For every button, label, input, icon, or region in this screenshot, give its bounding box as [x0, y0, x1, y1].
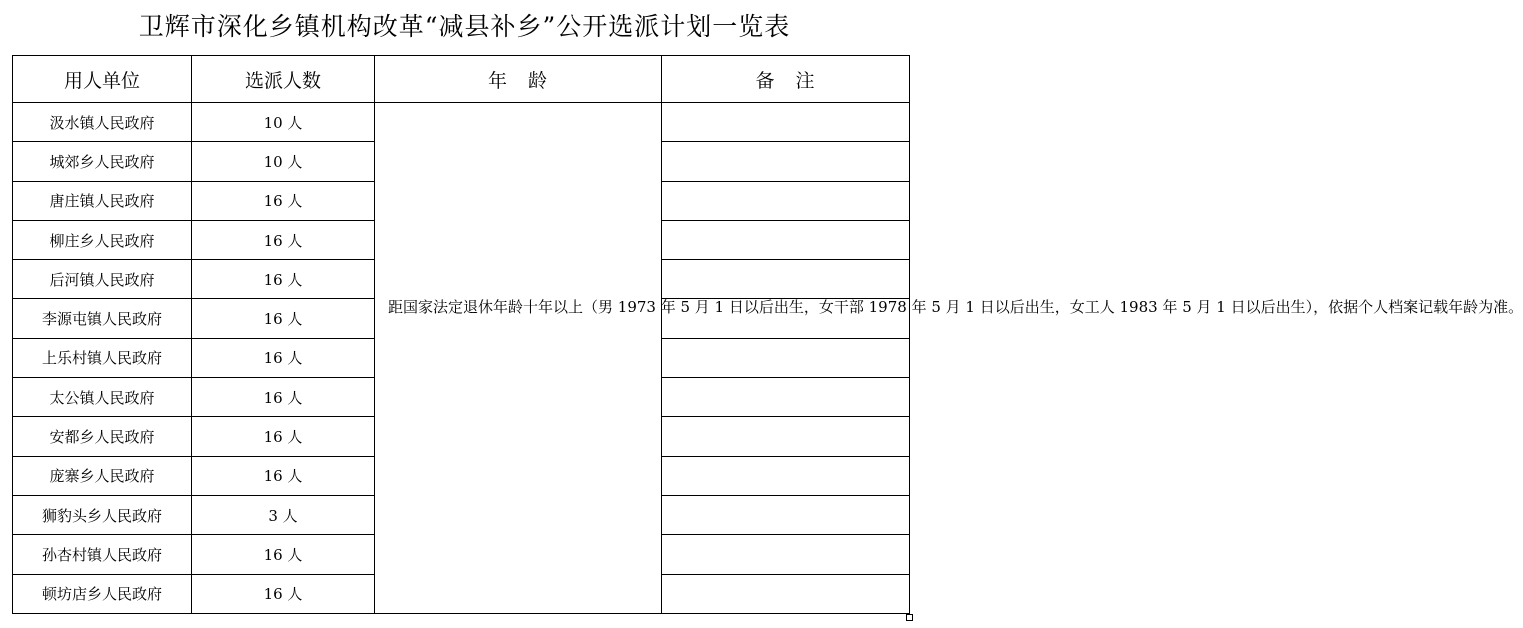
unit-cell: 李源屯镇人民政府	[13, 299, 192, 338]
page-title: 卫辉市深化乡镇机构改革“减县补乡”公开选派计划一览表	[138, 12, 791, 41]
age-requirement-text: 距国家法定退休年龄十年以上（男 1973 年 5 月 1 日以后出生，女干部 1978 年 5 月 1 日以后出生，女工人 1983 年 5 月 1 日以后出生），依据个人档案记载年龄为准。	[388, 297, 1523, 316]
count-cell: 16 人	[192, 574, 375, 613]
header-count: 选派人数	[192, 56, 375, 103]
count-cell: 16 人	[192, 299, 375, 338]
remark-cell	[662, 574, 910, 613]
count-cell: 16 人	[192, 417, 375, 456]
unit-cell: 安都乡人民政府	[13, 417, 192, 456]
unit-cell: 太公镇人民政府	[13, 378, 192, 417]
count-cell: 16 人	[192, 260, 375, 299]
remark-cell	[662, 142, 910, 181]
unit-cell: 孙杏村镇人民政府	[13, 535, 192, 574]
remark-cell	[662, 220, 910, 259]
count-cell: 10 人	[192, 103, 375, 142]
remark-cell	[662, 495, 910, 534]
unit-cell: 唐庄镇人民政府	[13, 181, 192, 220]
remark-cell	[662, 338, 910, 377]
count-cell: 16 人	[192, 535, 375, 574]
remark-cell	[662, 181, 910, 220]
unit-cell: 汲水镇人民政府	[13, 103, 192, 142]
header-age: 年 龄	[375, 56, 662, 103]
unit-cell: 狮豹头乡人民政府	[13, 495, 192, 534]
count-cell: 16 人	[192, 338, 375, 377]
age-requirement-cell	[375, 103, 1523, 614]
count-cell: 16 人	[192, 456, 375, 495]
unit-cell: 城郊乡人民政府	[13, 142, 192, 181]
remark-cell	[662, 456, 910, 495]
selection-plan-table	[12, 55, 1523, 614]
count-cell: 16 人	[192, 378, 375, 417]
header-remark: 备 注	[662, 56, 910, 103]
remark-cell	[662, 260, 910, 299]
unit-cell: 柳庄乡人民政府	[13, 220, 192, 259]
remark-cell	[662, 103, 910, 142]
remark-cell	[662, 378, 910, 417]
unit-cell: 庞寨乡人民政府	[13, 456, 192, 495]
unit-cell: 顿坊店乡人民政府	[13, 574, 192, 613]
table-header-row	[13, 56, 910, 103]
count-cell: 10 人	[192, 142, 375, 181]
header-unit: 用人单位	[13, 56, 192, 103]
count-cell: 3 人	[192, 495, 375, 534]
table-resize-handle[interactable]	[906, 614, 913, 621]
unit-cell: 上乐村镇人民政府	[13, 338, 192, 377]
count-cell: 16 人	[192, 220, 375, 259]
unit-cell: 后河镇人民政府	[13, 260, 192, 299]
remark-cell	[662, 535, 910, 574]
remark-cell	[662, 417, 910, 456]
table-row	[13, 103, 910, 142]
count-cell: 16 人	[192, 181, 375, 220]
